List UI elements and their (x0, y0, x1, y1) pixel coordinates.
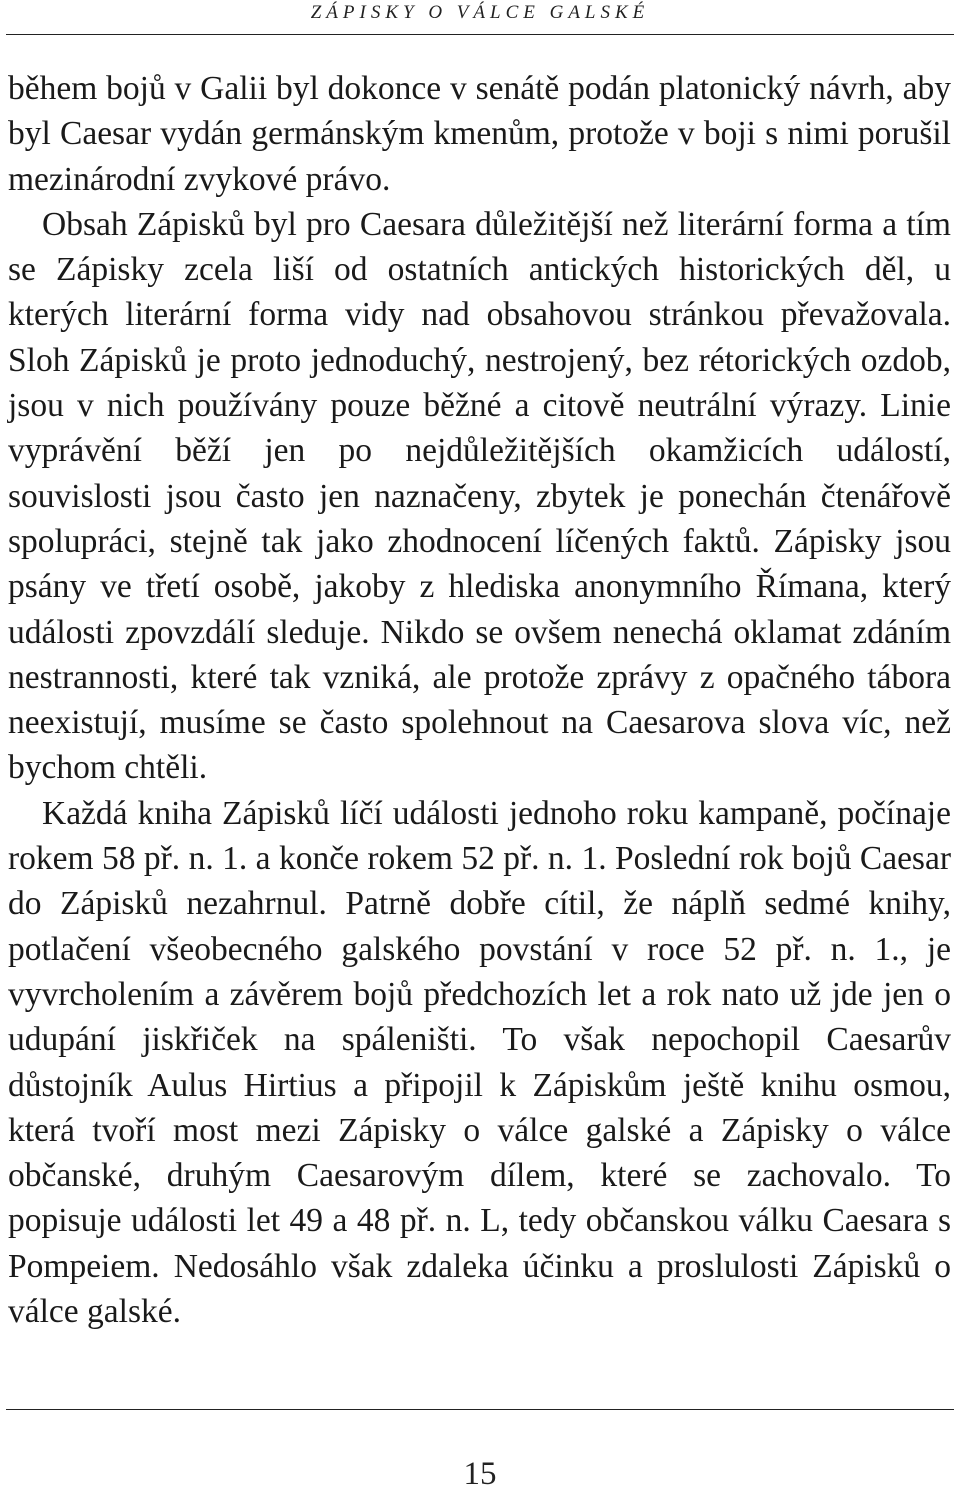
paragraph: Každá kniha Zápisků líčí události jednoho roku kampaně, počínaje rokem 58 př. n. 1. a konče rokem 52 př. n. 1. Poslední rok bojů Caesar do Zápisků nezahrnul. Patrně dobře cítil, že náplň sedmé knihy, potlačení všeobecného galského povstání v roce 52 př. n. 1., je vyvrcholením a závěrem bojů předchozích let a rok nato už jde jen o udupání jiskřiček na spáleništi. To však nepochopil Caesarův důstojník Aulus Hirtius a připojil k Zápiskům ještě knihu osmou, která tvoří most mezi Zápisky o válce galské a Zápisky o válce občanské, druhým Caesarovým dílem, které se zachovalo. To popisuje události let 49 a 48 př. n. L, tedy občanskou válku Caesara s Pompeiem. Nedosáhlo však zdaleka účinku a proslulosti Zápisků o válce galské. (8, 794, 951, 1331)
page-number: 15 (463, 1456, 497, 1492)
header-divider (6, 34, 954, 35)
paragraph: během bojů v Galii byl dokonce v senátě podán platonický návrh, aby byl Caesar vydán germánským kmenům, protože v boji s nimi porušil mezinárodní zvykové právo. (8, 70, 951, 198)
paragraph: Obsah Zápisků byl pro Caesara důležitější než literární forma a tím se Zápisky zcela liší od ostatních antických historických děl, u kterých literární forma vidy nad obsahovou stránkou převažovala. Sloh Zápisků je proto jednoduchý, nestrojený, bez rétorických ozdob, jsou v nich používány pouze běžné a citově neutrální výrazy. Linie vyprávění běží jen po nejdůležitějších okamžicích událostí, souvislosti jsou často jen naznačeny, zbytek je ponechán čtenářově spolupráci, stejně tak jako zhodnocení líčených faktů. Zápisky jsou psány ve třetí osobě, jakoby z hlediska anonymního Římana, který události zpovzdálí sleduje. Nikdo se ovšem nenechá oklamat zdáním nestrannosti, které tak vzniká, ale protože zprávy z opačného tábora neexistují, musíme se často spolehnout na Caesarova slova víc, než bychom chtěli. (8, 205, 951, 787)
body-text (8, 66, 951, 1334)
footer-divider (6, 1409, 954, 1410)
running-head: ZÁPISKY O VÁLCE GALSKÉ (310, 2, 650, 23)
